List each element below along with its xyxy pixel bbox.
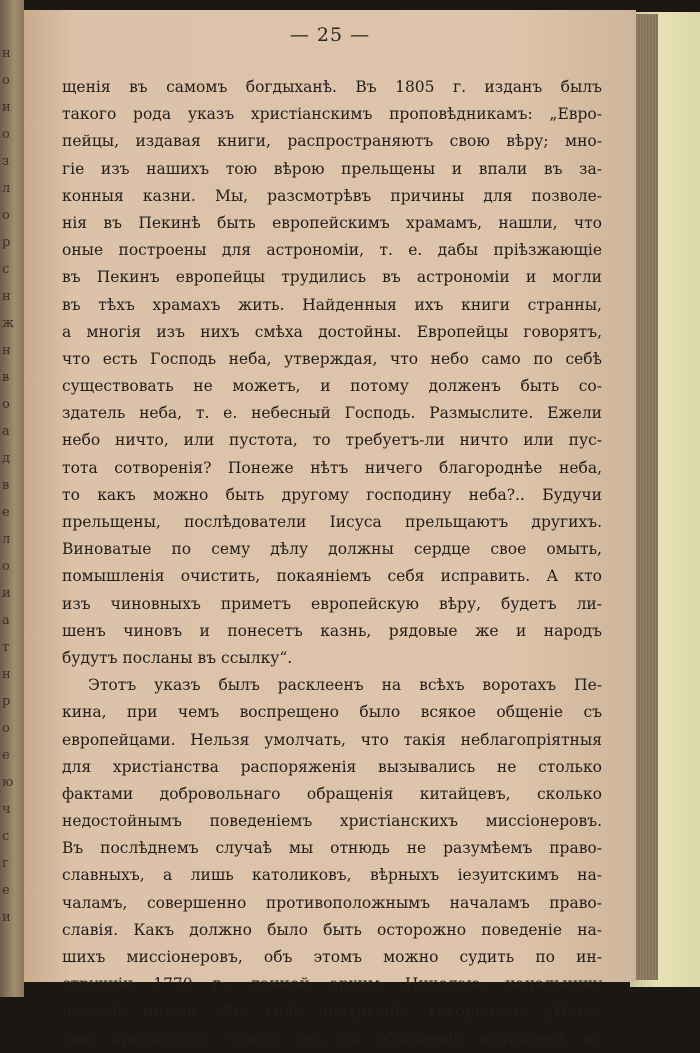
text-line: будутъ посланы въ ссылку“. <box>62 648 293 667</box>
text-line: помышленія очистить, покаяніемъ себя исправить. А кто <box>62 567 602 586</box>
text-line: европейцами. Нельзя умолчать, что такія неблагопріятныя <box>62 730 602 749</box>
text-line: недостойнымъ поведеніемъ христіанскихъ миссіонеровъ. <box>62 812 602 831</box>
text-line: такого рода указъ христіанскимъ проповѣдникамъ: „Евро- <box>62 105 602 124</box>
page-number: — 25 — <box>289 24 371 46</box>
text-line: кина, при чемъ воспрещено было всякое общеніе съ <box>62 703 602 722</box>
text-line: Этотъ указъ былъ расклеенъ на всѣхъ воротахъ Пе- <box>88 676 602 695</box>
body-text <box>62 74 602 1053</box>
text-line: прельщены, послѣдователи Іисуса прельщаютъ другихъ. <box>62 513 602 531</box>
page-stack-edge <box>636 14 658 980</box>
text-line: фактами добровольнаго обращенія китайцевъ, сколько <box>62 784 602 803</box>
text-line: оные построены для астрономіи, т. е. дабы пріѣзжающіе <box>62 241 602 260</box>
text-line: пейцы, издавая книги, распространяютъ свою вѣру; мно- <box>62 132 602 151</box>
text-line: то какъ можно быть другому господину неба?.. Будучи <box>62 485 602 504</box>
text-line: гіе изъ нашихъ тою вѣрою прельщены и впали въ за- <box>62 159 602 178</box>
text-line: здатель неба, т. е. небесный Господь. Размыслите. Ежели <box>62 404 602 423</box>
book-page <box>24 10 636 1048</box>
text-line: шенъ чиновъ и понесетъ казнь, рядовые же и народъ <box>62 621 602 640</box>
text-line: въ тѣхъ храмахъ жить. Найденныя ихъ книги странны, <box>62 295 602 314</box>
text-line: нія въ Пекинѣ быть европейскимъ храмамъ, нашли, что <box>62 213 602 232</box>
text-line: шихъ миссіонеровъ, объ этомъ можно судить по ин- <box>62 948 602 966</box>
text-line: Въ послѣднемъ случаѣ мы отнюдь не разумѣемъ право- <box>62 839 602 858</box>
text-line: чаламъ, совершенно противоположнымъ началамъ право- <box>62 893 602 912</box>
text-line: небо ничто, или пустота, то требуетъ-ли ничто или пус- <box>62 431 602 450</box>
previous-page-text-fragment: н о и о з л о р с н ж н в о а д в е л о и а т н р о е ю ч с г е и <box>2 46 14 925</box>
text-line: шестой миссіи. Въ этой инструкціи говорилось: „Нико- <box>62 1002 602 1021</box>
text-line: а многія изъ нихъ смѣха достойны. Европейцы говорятъ, <box>62 322 602 341</box>
text-line: струкціи 1770 г., данной архим. Николаю, начальнику <box>62 975 602 994</box>
text-line: лаю предписать, чтобы онъ въ обращеніи китайцевъ въ <box>62 1029 602 1048</box>
text-line: для христіанства распоряженія вызывались не столько <box>62 757 602 776</box>
previous-page-edge <box>0 0 24 997</box>
text-line: конныя казни. Мы, разсмотрѣвъ причины для позволе- <box>62 186 602 205</box>
text-line: что есть Господь неба, утверждая, что небо само по себѣ <box>62 349 602 368</box>
text-line: въ Пекинъ европейцы трудились въ астрономіи и могли <box>62 268 602 287</box>
text-line: Виноватые по сему дѣлу должны сердце свое омыть, <box>62 540 602 559</box>
text-line: существовать не можетъ, и потому долженъ быть со- <box>62 377 602 396</box>
text-line: тота сотворенія? Понеже нѣтъ ничего благороднѣе неба, <box>62 458 602 477</box>
text-line: славныхъ, а лишь католиковъ, вѣрныхъ іезуитскимъ на- <box>62 866 602 885</box>
text-line: щенія въ самомъ богдыханѣ. Въ 1805 г. изданъ былъ <box>62 78 602 96</box>
text-line: славія. Какъ должно было быть осторожно поведеніе на- <box>62 920 602 939</box>
text-line: изъ чиновныхъ приметъ европейскую вѣру, будетъ ли- <box>62 594 602 613</box>
